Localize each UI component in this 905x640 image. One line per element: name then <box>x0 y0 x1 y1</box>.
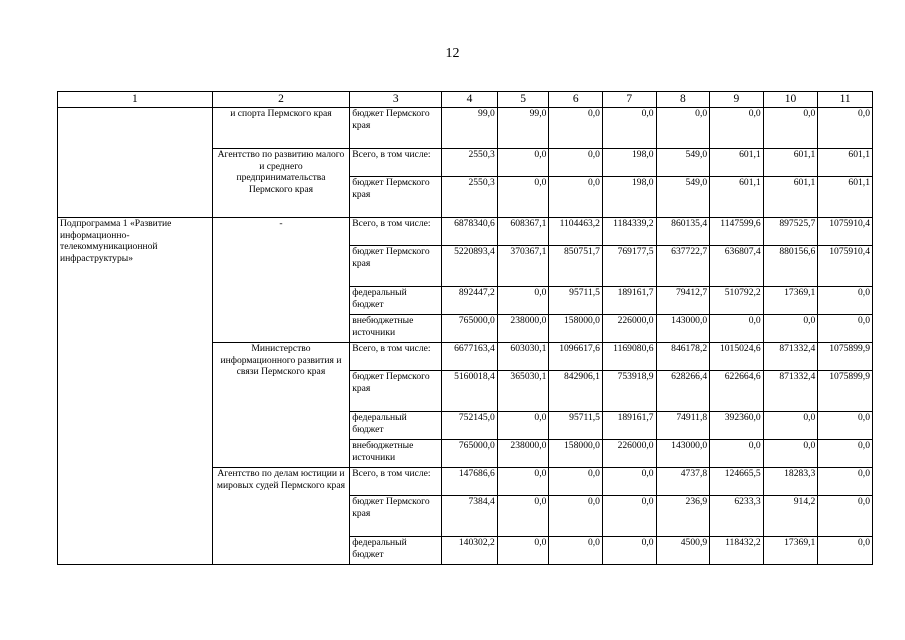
source-cell: бюджет Пермского края <box>350 108 442 149</box>
value-cell: 1169080,6 <box>602 343 656 371</box>
value-cell: 99,0 <box>442 108 498 149</box>
value-cell: 601,1 <box>763 177 818 218</box>
value-cell: 189161,7 <box>602 412 656 440</box>
column-header: 6 <box>549 92 603 108</box>
value-cell: 158000,0 <box>549 440 603 468</box>
value-cell: 17369,1 <box>763 537 818 565</box>
source-cell: федеральный бюджет <box>350 412 442 440</box>
value-cell: 0,0 <box>497 177 549 218</box>
value-cell: 140302,2 <box>442 537 498 565</box>
value-cell: 0,0 <box>818 496 873 537</box>
value-cell: 238000,0 <box>497 315 549 343</box>
value-cell: 1147599,6 <box>710 218 764 246</box>
executor-cell: - <box>212 218 350 343</box>
value-cell: 2550,3 <box>442 177 498 218</box>
value-cell: 226000,0 <box>602 315 656 343</box>
value-cell: 601,1 <box>710 177 764 218</box>
value-cell: 147686,6 <box>442 468 498 496</box>
value-cell: 0,0 <box>656 108 710 149</box>
value-cell: 0,0 <box>763 440 818 468</box>
column-header: 4 <box>442 92 498 108</box>
value-cell: 392360,0 <box>710 412 764 440</box>
value-cell: 0,0 <box>602 537 656 565</box>
value-cell: 601,1 <box>763 149 818 177</box>
column-header: 5 <box>497 92 549 108</box>
value-cell: 238000,0 <box>497 440 549 468</box>
value-cell: 0,0 <box>497 149 549 177</box>
value-cell: 0,0 <box>763 315 818 343</box>
executor-cell: Министерство информационного развития и связи Пермского края <box>212 343 350 468</box>
value-cell: 850751,7 <box>549 246 603 287</box>
value-cell: 510792,2 <box>710 287 764 315</box>
value-cell: 0,0 <box>818 287 873 315</box>
value-cell: 1075910,4 <box>818 246 873 287</box>
value-cell: 842906,1 <box>549 371 603 412</box>
executor-cell: и спорта Пермского края <box>212 108 350 149</box>
value-cell: 601,1 <box>818 149 873 177</box>
executor-cell: Агентство по делам юстиции и мировых судей Пермского края <box>212 468 350 565</box>
column-header: 1 <box>58 92 213 108</box>
value-cell: 365030,1 <box>497 371 549 412</box>
value-cell: 18283,3 <box>763 468 818 496</box>
value-cell: 0,0 <box>818 108 873 149</box>
value-cell: 158000,0 <box>549 315 603 343</box>
source-cell: Всего, в том числе: <box>350 468 442 496</box>
value-cell: 5220893,4 <box>442 246 498 287</box>
value-cell: 0,0 <box>710 108 764 149</box>
value-cell: 601,1 <box>710 149 764 177</box>
value-cell: 95711,5 <box>549 287 603 315</box>
header-row <box>58 92 873 108</box>
value-cell: 0,0 <box>818 440 873 468</box>
value-cell: 6233,3 <box>710 496 764 537</box>
value-cell: 198,0 <box>602 177 656 218</box>
value-cell: 0,0 <box>549 149 603 177</box>
value-cell: 892447,2 <box>442 287 498 315</box>
source-cell: бюджет Пермского края <box>350 496 442 537</box>
value-cell: 124665,5 <box>710 468 764 496</box>
column-header: 3 <box>350 92 442 108</box>
value-cell: 7384,4 <box>442 496 498 537</box>
value-cell: 0,0 <box>602 108 656 149</box>
value-cell: 143000,0 <box>656 315 710 343</box>
value-cell: 1015024,6 <box>710 343 764 371</box>
value-cell: 637722,7 <box>656 246 710 287</box>
value-cell: 0,0 <box>497 468 549 496</box>
source-cell: Всего, в том числе: <box>350 218 442 246</box>
value-cell: 897525,7 <box>763 218 818 246</box>
value-cell: 622664,6 <box>710 371 764 412</box>
value-cell: 236,9 <box>656 496 710 537</box>
value-cell: 95711,5 <box>549 412 603 440</box>
value-cell: 871332,4 <box>763 343 818 371</box>
value-cell: 549,0 <box>656 177 710 218</box>
value-cell: 0,0 <box>549 108 603 149</box>
column-header: 2 <box>212 92 350 108</box>
value-cell: 0,0 <box>549 468 603 496</box>
value-cell: 1104463,2 <box>549 218 603 246</box>
source-cell: федеральный бюджет <box>350 287 442 315</box>
value-cell: 189161,7 <box>602 287 656 315</box>
value-cell: 871332,4 <box>763 371 818 412</box>
column-header: 9 <box>710 92 764 108</box>
value-cell: 2550,3 <box>442 149 498 177</box>
value-cell: 6677163,4 <box>442 343 498 371</box>
budget-table <box>57 91 873 565</box>
table-row <box>58 108 873 149</box>
source-cell: внебюджетные источники <box>350 315 442 343</box>
value-cell: 0,0 <box>763 412 818 440</box>
value-cell: 603030,1 <box>497 343 549 371</box>
value-cell: 601,1 <box>818 177 873 218</box>
value-cell: 752145,0 <box>442 412 498 440</box>
value-cell: 1075899,9 <box>818 371 873 412</box>
value-cell: 549,0 <box>656 149 710 177</box>
value-cell: 6878340,6 <box>442 218 498 246</box>
value-cell: 753918,9 <box>602 371 656 412</box>
source-cell: бюджет Пермского края <box>350 177 442 218</box>
source-cell: внебюджетные источники <box>350 440 442 468</box>
column-header: 10 <box>763 92 818 108</box>
value-cell: 1096617,6 <box>549 343 603 371</box>
value-cell: 769177,5 <box>602 246 656 287</box>
value-cell: 0,0 <box>497 287 549 315</box>
value-cell: 1075910,4 <box>818 218 873 246</box>
column-header: 8 <box>656 92 710 108</box>
value-cell: 1075899,9 <box>818 343 873 371</box>
source-cell: федеральный бюджет <box>350 537 442 565</box>
value-cell: 370367,1 <box>497 246 549 287</box>
value-cell: 0,0 <box>602 496 656 537</box>
value-cell: 0,0 <box>497 496 549 537</box>
value-cell: 0,0 <box>818 412 873 440</box>
value-cell: 628266,4 <box>656 371 710 412</box>
value-cell: 1184339,2 <box>602 218 656 246</box>
value-cell: 0,0 <box>818 537 873 565</box>
value-cell: 5160018,4 <box>442 371 498 412</box>
value-cell: 636807,4 <box>710 246 764 287</box>
value-cell: 4500,9 <box>656 537 710 565</box>
value-cell: 0,0 <box>549 537 603 565</box>
table-row <box>58 218 873 246</box>
value-cell: 0,0 <box>549 496 603 537</box>
executor-cell: Агентство по развитию малого и среднего предпринимательства Пермского края <box>212 149 350 218</box>
value-cell: 0,0 <box>497 537 549 565</box>
value-cell: 99,0 <box>497 108 549 149</box>
source-cell: бюджет Пермского края <box>350 371 442 412</box>
value-cell: 226000,0 <box>602 440 656 468</box>
value-cell: 0,0 <box>497 412 549 440</box>
value-cell: 4737,8 <box>656 468 710 496</box>
value-cell: 608367,1 <box>497 218 549 246</box>
source-cell: Всего, в том числе: <box>350 343 442 371</box>
value-cell: 914,2 <box>763 496 818 537</box>
value-cell: 0,0 <box>602 468 656 496</box>
value-cell: 198,0 <box>602 149 656 177</box>
value-cell: 0,0 <box>763 108 818 149</box>
program-cell-empty <box>58 108 213 218</box>
value-cell: 74911,8 <box>656 412 710 440</box>
value-cell: 143000,0 <box>656 440 710 468</box>
value-cell: 79412,7 <box>656 287 710 315</box>
page-number: 12 <box>445 46 460 61</box>
value-cell: 0,0 <box>710 440 764 468</box>
value-cell: 0,0 <box>710 315 764 343</box>
value-cell: 846178,2 <box>656 343 710 371</box>
column-header: 11 <box>818 92 873 108</box>
value-cell: 0,0 <box>818 315 873 343</box>
value-cell: 765000,0 <box>442 315 498 343</box>
program-cell: Подпрограмма 1 «Развитие информационно-телекоммуникационной инфраструктуры» <box>58 218 213 565</box>
value-cell: 0,0 <box>818 468 873 496</box>
source-cell: Всего, в том числе: <box>350 149 442 177</box>
value-cell: 17369,1 <box>763 287 818 315</box>
value-cell: 880156,6 <box>763 246 818 287</box>
value-cell: 860135,4 <box>656 218 710 246</box>
column-header: 7 <box>602 92 656 108</box>
value-cell: 118432,2 <box>710 537 764 565</box>
value-cell: 0,0 <box>549 177 603 218</box>
source-cell: бюджет Пермского края <box>350 246 442 287</box>
value-cell: 765000,0 <box>442 440 498 468</box>
